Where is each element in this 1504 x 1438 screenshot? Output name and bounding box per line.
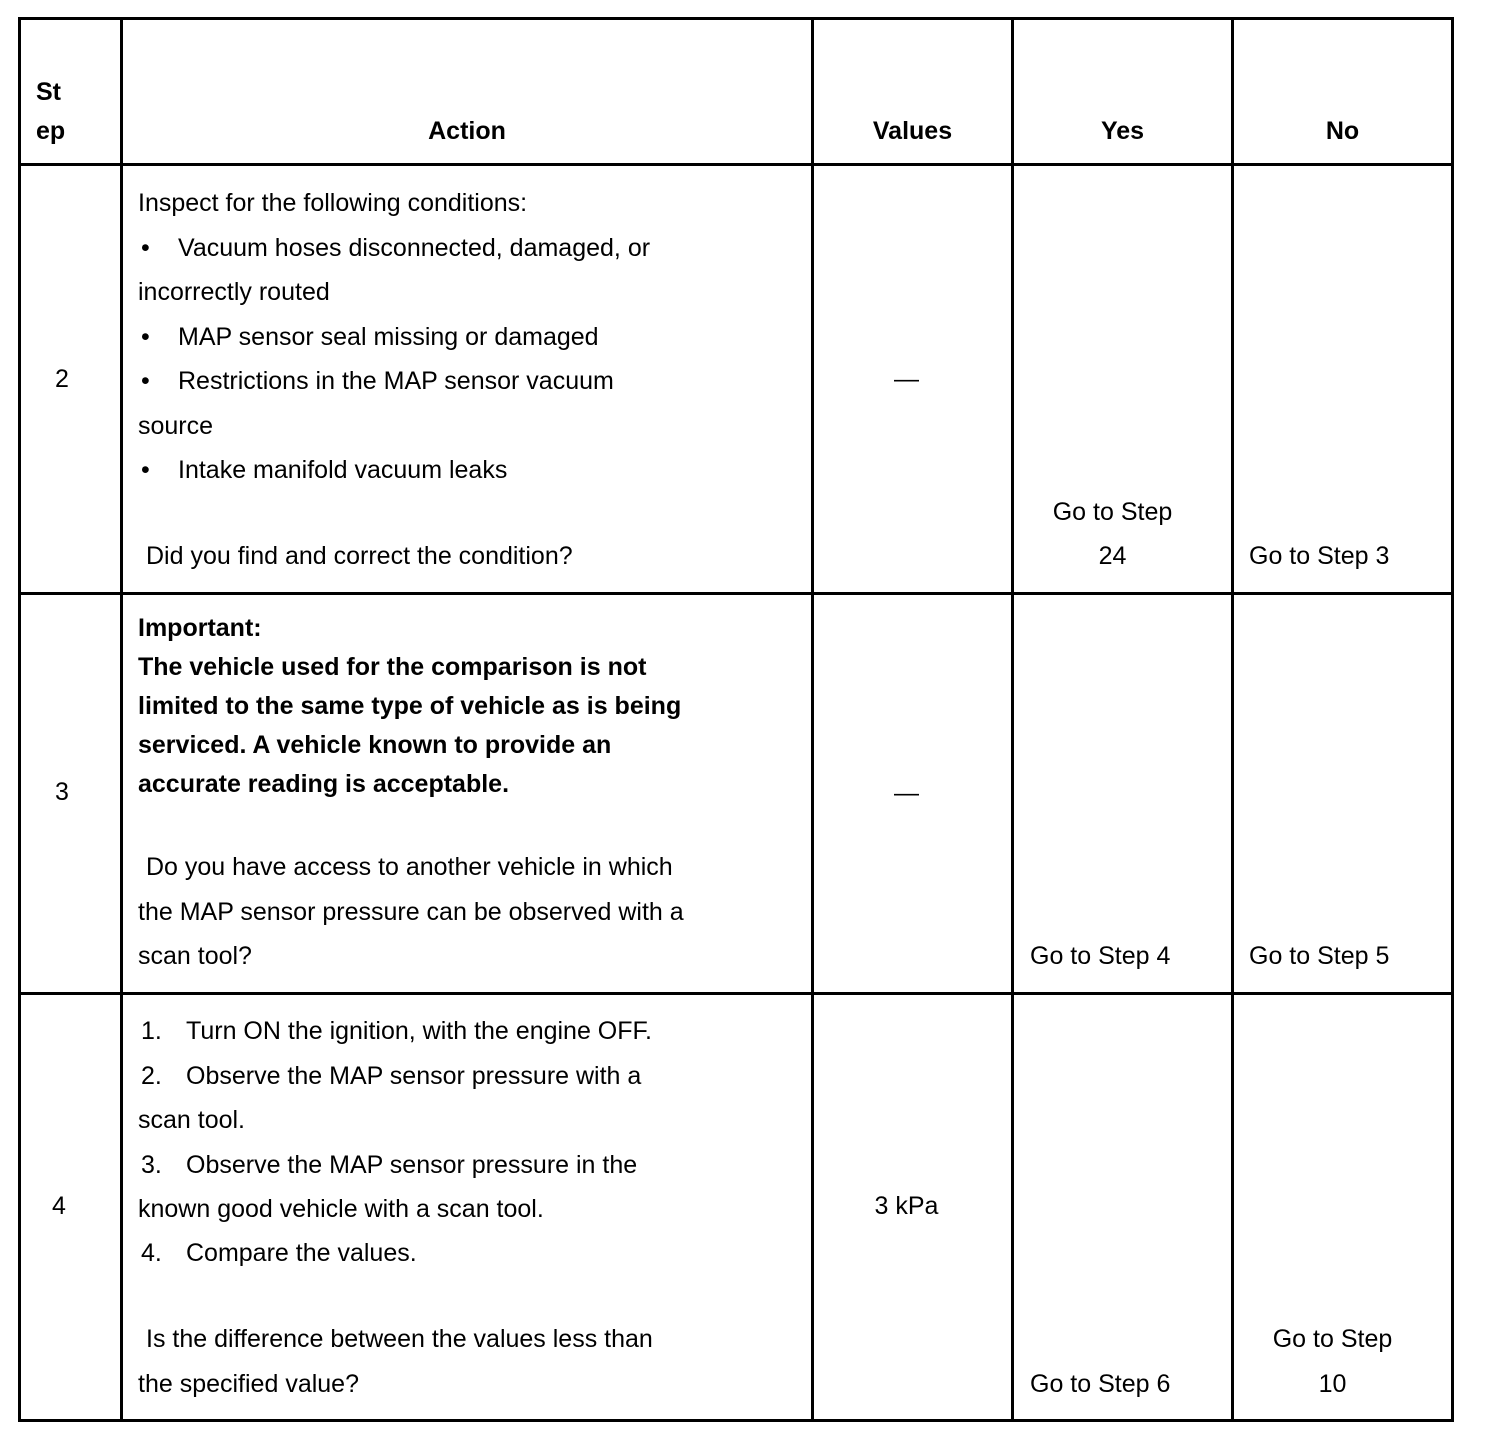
action-question: Did you find and correct the condition?: [146, 542, 573, 570]
action-question: the MAP sensor pressure can be observed with a: [138, 898, 684, 926]
important-line: limited to the same type of vehicle as is being: [138, 692, 682, 720]
bullet-icon: •: [141, 456, 150, 484]
step-list-number: 2.: [141, 1062, 162, 1090]
action-bullet: Intake manifold vacuum leaks: [178, 456, 508, 484]
header-values: Values: [872, 117, 953, 145]
table-border-right: [1451, 17, 1454, 1422]
yes-cell-line-1: Go to Step: [1052, 498, 1173, 526]
value-cell: —: [894, 779, 919, 807]
yes-cell: Go to Step 6: [1030, 1370, 1171, 1398]
bullet-icon: •: [141, 323, 150, 351]
action-bullet-cont: incorrectly routed: [138, 278, 330, 306]
step-list-text: Observe the MAP sensor pressure in the: [186, 1151, 638, 1179]
step-list-text: scan tool.: [138, 1106, 246, 1134]
no-cell: Go to Step 3: [1249, 542, 1390, 570]
step-list-text: Observe the MAP sensor pressure with a: [186, 1062, 642, 1090]
action-question: the specified value?: [138, 1370, 359, 1398]
no-cell-line-1: Go to Step: [1272, 1325, 1393, 1353]
step-list-number: 3.: [141, 1151, 162, 1179]
yes-cell: Go to Step 4: [1030, 942, 1171, 970]
yes-cell-line-2: 24: [1098, 542, 1127, 570]
action-bullet: MAP sensor seal missing or damaged: [178, 323, 599, 351]
step-list-text: Turn ON the ignition, with the engine OFF.: [186, 1017, 652, 1045]
important-line: accurate reading is acceptable.: [138, 770, 510, 798]
action-question: Do you have access to another vehicle in which: [146, 853, 673, 881]
important-line: serviced. A vehicle known to provide an: [138, 731, 612, 759]
header-no: No: [1325, 117, 1360, 145]
row-divider: [18, 992, 1454, 995]
header-step-line-1: St: [36, 78, 61, 106]
no-cell: Go to Step 5: [1249, 942, 1390, 970]
step-number: 4: [52, 1192, 66, 1220]
table-border-top: [18, 17, 1454, 20]
column-divider: [1011, 17, 1014, 1422]
header-yes: Yes: [1100, 117, 1145, 145]
action-bullet-cont: source: [138, 412, 214, 440]
no-cell-line-2: 10: [1318, 1370, 1347, 1398]
action-bullet: Vacuum hoses disconnected, damaged, or: [178, 234, 651, 262]
important-line: The vehicle used for the comparison is not: [138, 653, 647, 681]
action-question: scan tool?: [138, 942, 252, 970]
step-list-text: known good vehicle with a scan tool.: [138, 1195, 544, 1223]
header-divider: [18, 163, 1454, 166]
step-list-text: Compare the values.: [186, 1239, 417, 1267]
step-number: 2: [55, 365, 69, 393]
action-question: Is the difference between the values less than: [146, 1325, 653, 1353]
step-list-number: 1.: [141, 1017, 162, 1045]
row-divider: [18, 592, 1454, 595]
column-divider: [1231, 17, 1234, 1422]
important-title: Important:: [138, 614, 262, 642]
header-step-line-2: ep: [36, 117, 66, 145]
value-cell: —: [894, 365, 919, 393]
header-action: Action: [428, 117, 506, 145]
action-intro: Inspect for the following conditions:: [138, 189, 528, 217]
bullet-icon: •: [141, 367, 150, 395]
action-bullet: Restrictions in the MAP sensor vacuum: [178, 367, 614, 395]
column-divider: [120, 17, 123, 1422]
value-cell: 3 kPa: [874, 1192, 939, 1220]
step-list-number: 4.: [141, 1239, 162, 1267]
bullet-icon: •: [141, 234, 150, 262]
step-number: 3: [55, 778, 69, 806]
table-border-bottom: [18, 1419, 1454, 1422]
